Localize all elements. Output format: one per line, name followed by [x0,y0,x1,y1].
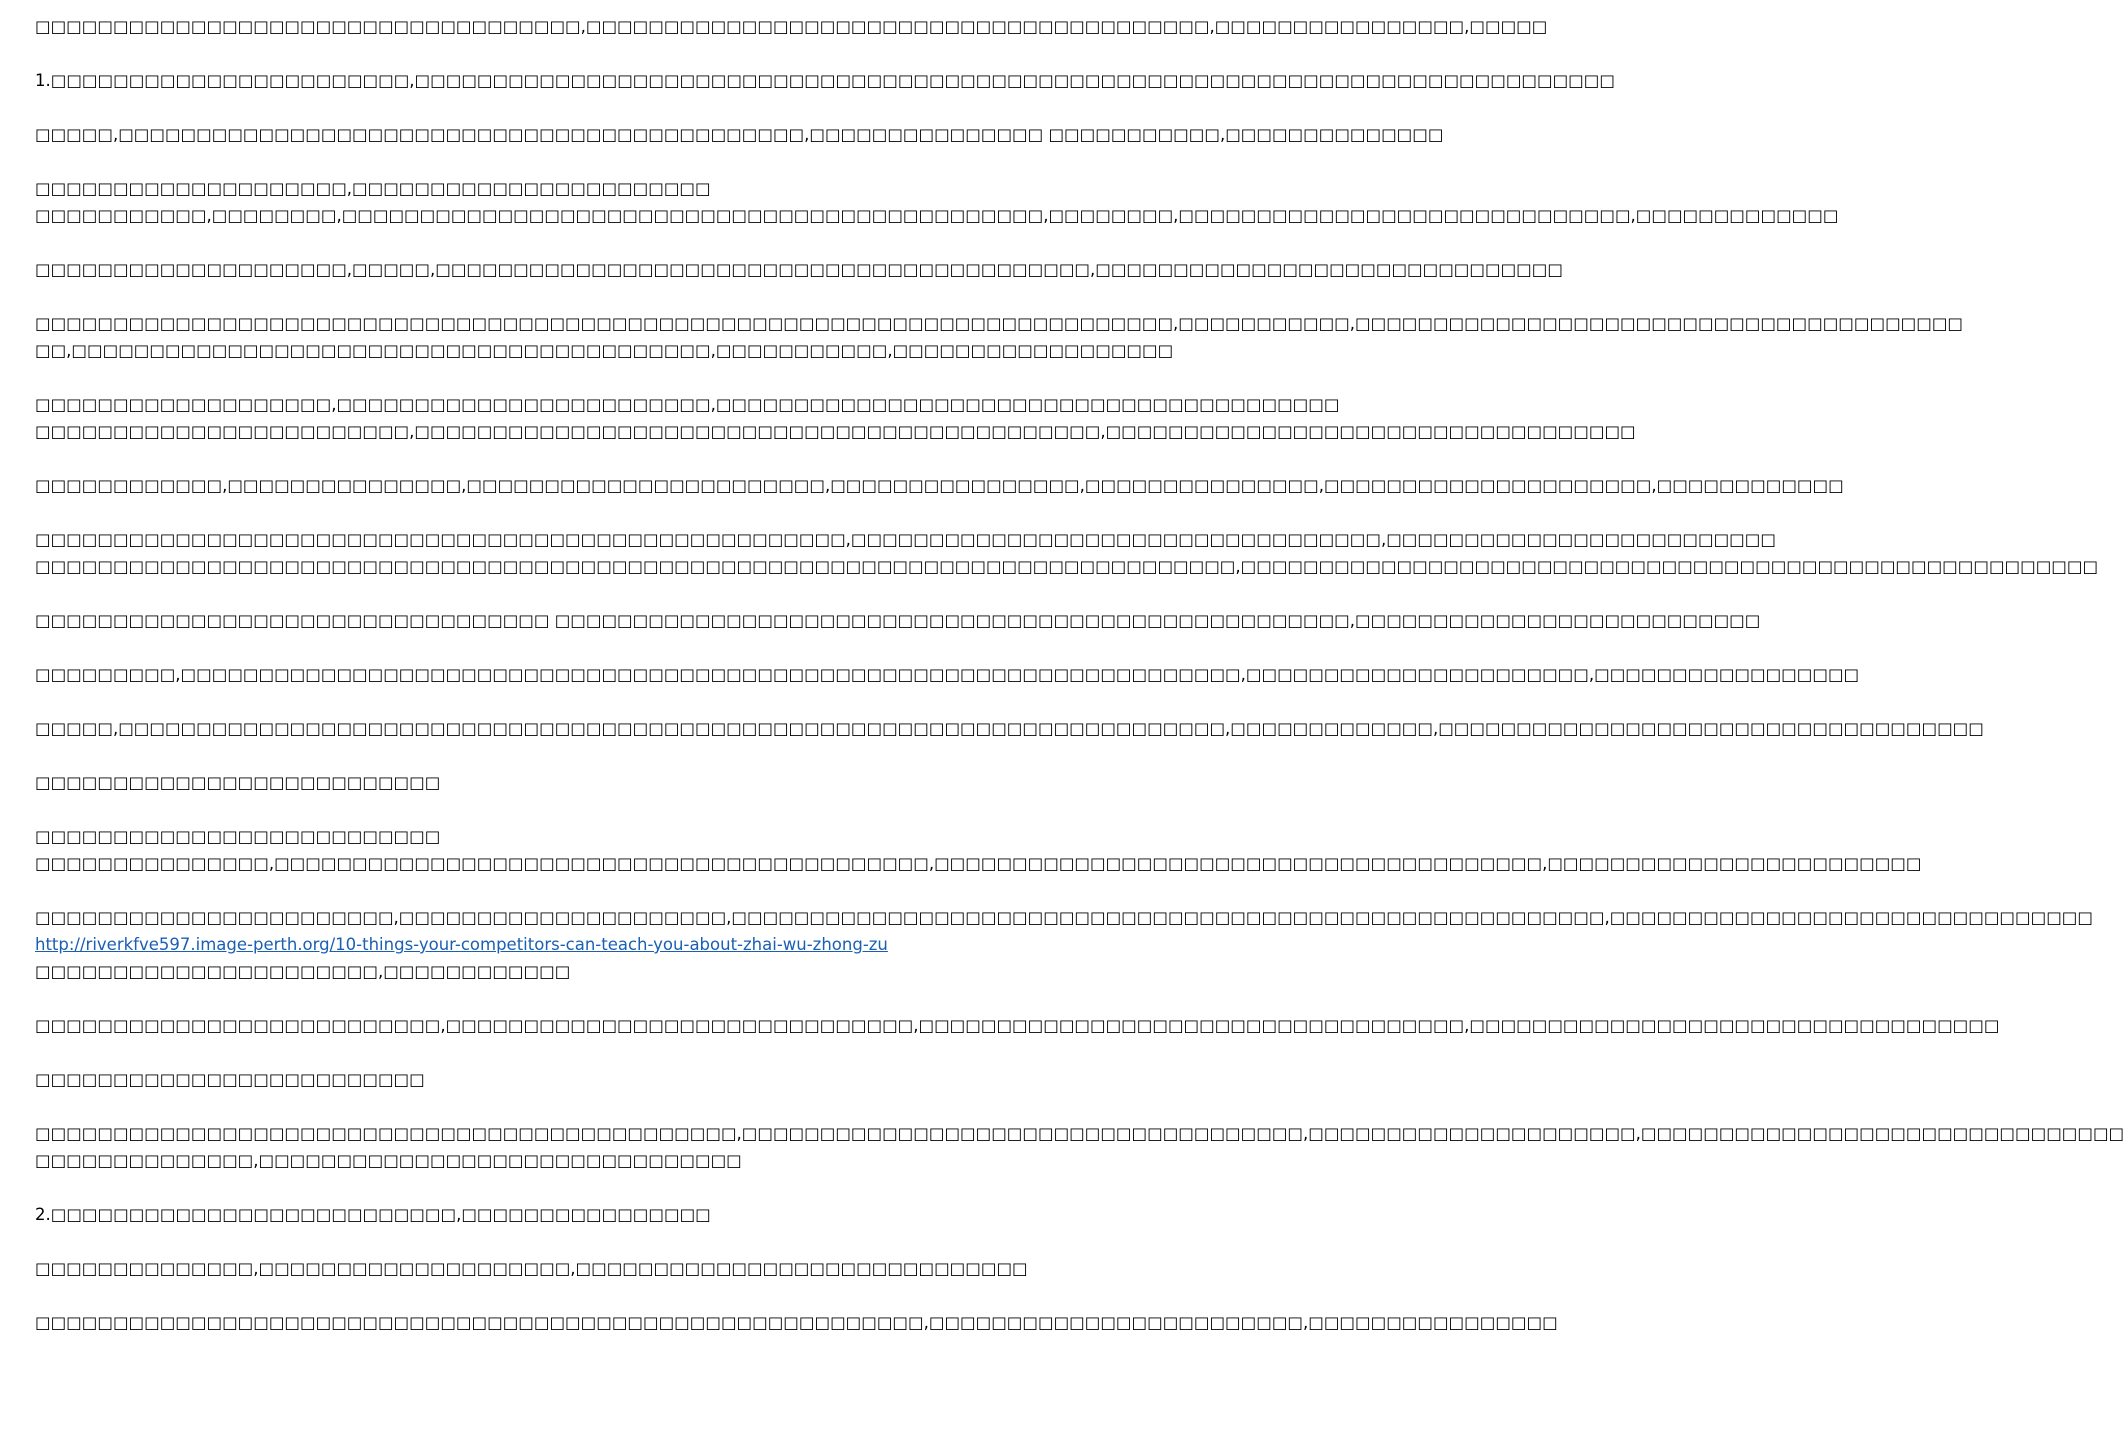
paragraph-21 [35,1309,1558,1336]
text-line: 2.□□□□□□□□□□□□□□□□□□□□□□□□□□,□□□□□□□□□□□□□□□□ [35,1205,711,1224]
text-line: □□□□□□□□□□□□□□□□□□□□□□□□□□ [35,773,441,792]
paragraph-4 [35,175,1839,229]
paragraph-2 [35,67,1615,94]
paragraph-14 [35,823,1922,877]
text-line: □□□□□□□□□□□□□□,□□□□□□□□□□□□□□□□□□□□□□□□□□□□□□□ [35,1151,742,1170]
text-line: □□□□□□□□□□□□□□□□□□□□□□,□□□□□□□□□□□□ [35,962,571,981]
paragraph-15 [35,904,2093,985]
paragraph-12 [35,715,1984,742]
paragraph-8 [35,472,1844,499]
text-line: □□□□□□□□□□□,□□□□□□□□,□□□□□□□□□□□□□□□□□□□□□□□□□□□□□□□□□□□□□□□□□□□□□,□□□□□□□□,□□□□□□□□□□□□□□□□□□□□□□□□□□□□□,□□□□□□□□□□□□□ [35,206,1839,225]
paragraph-18 [35,1120,2124,1174]
text-line: □□□□□,□□□□□□□□□□□□□□□□□□□□□□□□□□□□□□□□□□□□□□□□□□□□□□□□□□□□□□□□□□□□□□□□□□□□□□□,□□□□□□□□□□□□□,□□□□□□□□□□□□□□□□□□□□□□□□□□□□□□□□□□□ [35,719,1984,738]
paragraph-16 [35,1012,2000,1039]
text-line: □□□□□□□□□□□□□□□□□□□□,□□□□□,□□□□□□□□□□□□□□□□□□□□□□□□□□□□□□□□□□□□□□□□□□,□□□□□□□□□□□□□□□□□□□□□□□□□□□□□□ [35,260,1563,279]
text-line: □□□□□□□□□□□□□□□□□□□□□□□□□ [35,1070,425,1089]
paragraph-20 [35,1255,1028,1282]
article-link[interactable]: http://riverkfve597.image-perth.org/10-things-your-competitors-can-teach-you-about-zhai-wu-zhong-zu [35,935,888,954]
text-line: □□□□□□□□□□□□□□□□□□□□□□□□□□,□□□□□□□□□□□□□□□□□□□□□□□□□□□□□□,□□□□□□□□□□□□□□□□□□□□□□□□□□□□□□□□□□□,□□□□□□□□□□□□□□□□□□□□□□□□□□□□□□□□□□ [35,1016,2000,1035]
text-line: □□□□□□□□□,□□□□□□□□□□□□□□□□□□□□□□□□□□□□□□□□□□□□□□□□□□□□□□□□□□□□□□□□□□□□□□□□□□□□,□□□□□□□□□□□□□□□□□□□□□□,□□□□□□□□□□□□□□□□□ [35,665,1860,684]
text-line: □□□□□□□□□□□□□□□□□□□□□□□□,□□□□□□□□□□□□□□□□□□□□□□□□□□□□□□□□□□□□□□□□□□□□,□□□□□□□□□□□□□□□□□□□□□□□□□□□□□□□□□□ [35,422,1636,441]
paragraph-5 [35,256,1563,283]
text-line: □□□□□□□□□□□□□□□□□□□□□□□□□□□□□□□□□□□□□□□□□□□□□□□□□□□□,□□□□□□□□□□□□□□□□□□□□□□□□□□□□□□□□□□,□□□□□□□□□□□□□□□□□□□□□□□□□ [35,530,1776,549]
paragraph-9 [35,526,2099,580]
paragraph-10 [35,607,1761,634]
text-line: □□□□□□□□□□□□□□□□□□□□□□□,□□□□□□□□□□□□□□□□□□□□□,□□□□□□□□□□□□□□□□□□□□□□□□□□□□□□□□□□□□□□□□□□□□□□□□□□□□□□□□,□□□□□□□□□□□□□□□□□□□□□□□□□□□□□□□ [35,908,2093,927]
text-line: □□□□□□□□□□□□,□□□□□□□□□□□□□□□,□□□□□□□□□□□□□□□□□□□□□□□,□□□□□□□□□□□□□□□□,□□□□□□□□□□□□□□□,□□□□□□□□□□□□□□□□□□□□□,□□□□□□□□□□□□ [35,476,1844,495]
text-line: □□□□□□□□□□□□□□□□□□□□□□□□□□□□□□□□□□□□□□□□□□□□□□□□□□□□□□□□□□□□□□□□□□□□□□□□□,□□□□□□□□□□□,□□□□□□□□□□□□□□□□□□□□□□□□□□□□□□□□□□□□□□□ [35,314,1964,333]
text-line: □□□□□□□□□□□□□□□□□□□□□□□□□□□□□□□□□ □□□□□□□□□□□□□□□□□□□□□□□□□□□□□□□□□□□□□□□□□□□□□□□□□□□,□□□□□□□□□□□□□□□□□□□□□□□□□□ [35,611,1761,630]
text-line: □□□□□□□□□□□□□□□□□□□□□□□□□□ [35,827,441,846]
document-body [35,13,2124,1363]
paragraph-6 [35,310,1964,364]
paragraph-11 [35,661,1860,688]
text-line: 1.□□□□□□□□□□□□□□□□□□□□□□□,□□□□□□□□□□□□□□□□□□□□□□□□□□□□□□□□□□□□□□□□□□□□□□□□□□□□□□□□□□□□□□□□□□□□□□□□□□□□□ [35,71,1615,90]
text-line: □□□□□□□□□□□□□□□□□□□□□□□□□□□□□□□□□□□,□□□□□□□□□□□□□□□□□□□□□□□□□□□□□□□□□□□□□□□□,□□□□□□□□□□□□□□□□,□□□□□ [35,17,1548,36]
text-line: □□□□□□□□□□□□□□□,□□□□□□□□□□□□□□□□□□□□□□□□□□□□□□□□□□□□□□□□□□,□□□□□□□□□□□□□□□□□□□□□□□□□□□□□□□□□□□□□□□,□□□□□□□□□□□□□□□□□□□□□□□□ [35,854,1922,873]
paragraph-3 [35,121,1444,148]
text-line: □□□□□□□□□□□□□□□□□□□□□□□□□□□□□□□□□□□□□□□□□□□□□,□□□□□□□□□□□□□□□□□□□□□□□□□□□□□□□□□□□□,□□□□□□□□□□□□□□□□□□□□□,□□□□□□□□□□□□□□□□□□□□□□□□□□□□□□□ [35,1124,2124,1143]
text-line: □□□□□□□□□□□□□□□□□□□□□□□□□□□□□□□□□□□□□□□□□□□□□□□□□□□□□□□□□□□□□□□□□□□□□□□□□□□□□,□□□□□□□□□□□□□□□□□□□□□□□□□□□□□□□□□□□□□□□□□□□□□□□□□□□□□□□ [35,557,2099,576]
text-line: □□□□□□□□□□□□□□□□□□□□,□□□□□□□□□□□□□□□□□□□□□□□ [35,179,711,198]
paragraph-7 [35,391,1636,445]
paragraph-17 [35,1066,990,1093]
paragraph-1 [35,13,1548,40]
text-line: □□□□□□□□□□□□□□,□□□□□□□□□□□□□□□□□□□□,□□□□□□□□□□□□□□□□□□□□□□□□□□□□□ [35,1259,1028,1278]
text-line: □□□□□,□□□□□□□□□□□□□□□□□□□□□□□□□□□□□□□□□□□□□□□□□□□□,□□□□□□□□□□□□□□□ □□□□□□□□□□□,□□□□□□□□□□□□□□ [35,125,1444,144]
paragraph-13 [35,769,990,796]
text-line: □□□□□□□□□□□□□□□□□□□□□□□□□□□□□□□□□□□□□□□□□□□□□□□□□□□□□□□□□,□□□□□□□□□□□□□□□□□□□□□□□□,□□□□□□□□□□□□□□□□ [35,1313,1558,1332]
text-line: □□,□□□□□□□□□□□□□□□□□□□□□□□□□□□□□□□□□□□□□□□□□,□□□□□□□□□□□,□□□□□□□□□□□□□□□□□□ [35,341,1174,360]
paragraph-19 [35,1201,990,1228]
text-line: □□□□□□□□□□□□□□□□□□□,□□□□□□□□□□□□□□□□□□□□□□□□,□□□□□□□□□□□□□□□□□□□□□□□□□□□□□□□□□□□□□□□□ [35,395,1340,414]
